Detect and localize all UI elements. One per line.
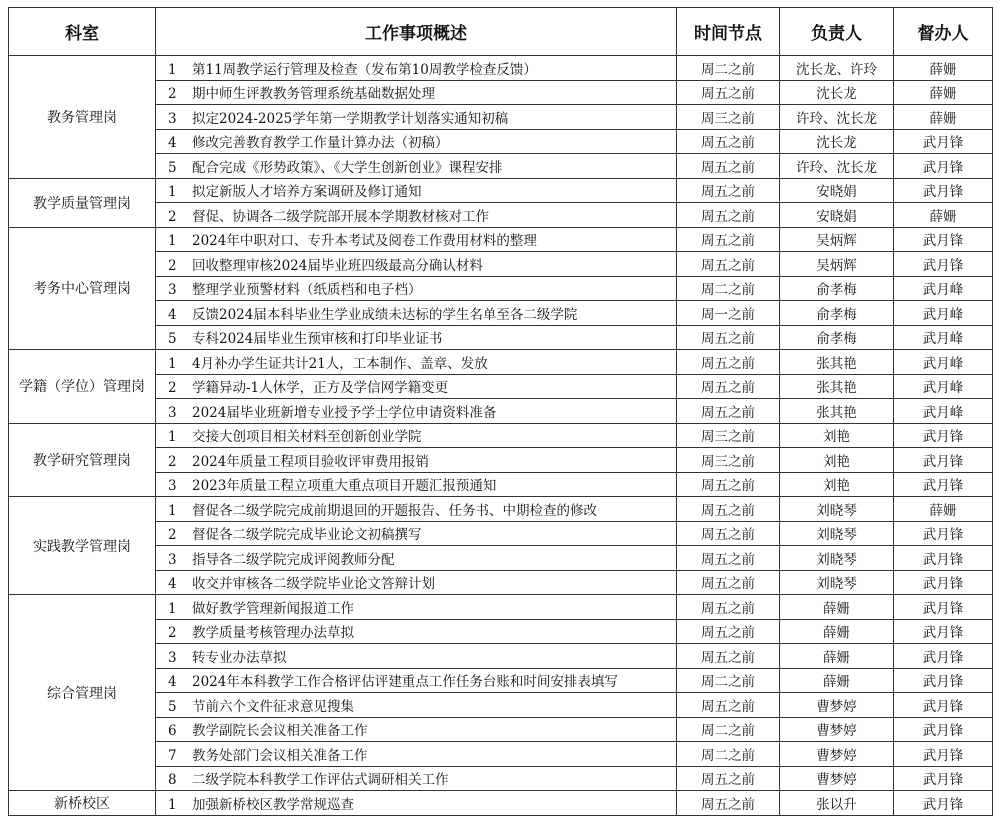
owner-cell: 许玲、沈长龙 [780,154,894,179]
table-row [9,668,993,693]
time-cell: 周一之前 [677,301,780,326]
owner-cell: 沈长龙 [780,80,894,105]
time-cell: 周五之前 [677,374,780,399]
table-row [9,276,993,301]
time-cell: 周五之前 [677,766,780,791]
table-row [9,766,993,791]
time-cell: 周五之前 [677,350,780,375]
time-cell: 周五之前 [677,521,780,546]
table-row [9,252,993,277]
owner-cell: 刘晓琴 [780,521,894,546]
item-number: 2 [168,527,177,544]
item-number: 3 [168,478,177,495]
desc-cell [156,521,677,546]
supervisor-cell: 武月锋 [894,252,993,277]
table-row [9,105,993,130]
desc-cell [156,644,677,669]
desc-cell [156,350,677,375]
owner-cell: 许玲、沈长龙 [780,105,894,130]
owner-cell: 曹梦婷 [780,693,894,718]
item-number: 2 [168,257,177,274]
time-cell: 周五之前 [677,80,780,105]
item-number: 3 [168,404,177,421]
item-number: 1 [168,233,177,250]
item-number: 2 [168,380,177,397]
dept-cell: 新桥校区 [9,791,156,816]
table-row [9,203,993,228]
item-number: 1 [168,600,177,617]
item-number: 2 [168,86,177,103]
time-cell: 周二之前 [677,742,780,767]
desc-cell [156,227,677,252]
desc-cell [156,742,677,767]
item-number: 8 [168,772,177,789]
supervisor-cell: 武月锋 [894,472,993,497]
owner-cell: 俞孝梅 [780,325,894,350]
desc-cell [156,105,677,130]
time-cell: 周五之前 [677,791,780,816]
table-row [9,546,993,571]
table-row [9,129,993,154]
desc-cell [156,448,677,473]
item-number: 4 [168,306,177,323]
table-row [9,350,993,375]
owner-cell: 张以升 [780,791,894,816]
owner-cell: 刘晓琴 [780,497,894,522]
desc-cell [156,497,677,522]
owner-cell: 刘艳 [780,423,894,448]
time-cell: 周五之前 [677,154,780,179]
supervisor-cell: 武月锋 [894,546,993,571]
desc-cell [156,766,677,791]
owner-cell: 沈长龙 [780,129,894,154]
item-description: 做好教学管理新闻报道工作 [192,600,354,617]
header-supervisor: 督办人 [894,8,993,56]
dept-cell: 教务管理岗 [9,56,156,179]
desc-cell [156,56,677,81]
owner-cell: 刘艳 [780,472,894,497]
item-description: 节前六个文件征求意见搜集 [192,698,354,715]
desc-cell [156,252,677,277]
desc-cell [156,570,677,595]
header-time: 时间节点 [677,8,780,56]
item-description: 学籍异动-1人休学，正方及学信网学籍变更 [192,380,449,397]
item-description: 加强新桥校区教学常规巡查 [192,796,354,813]
supervisor-cell: 武月峰 [894,276,993,301]
table-row [9,717,993,742]
table-row [9,301,993,326]
owner-cell: 俞孝梅 [780,301,894,326]
item-description: 2024年本科教学工作合格评估评建重点工作任务台账和时间安排表填写 [192,674,618,691]
supervisor-cell: 武月锋 [894,423,993,448]
owner-cell: 刘晓琴 [780,546,894,571]
item-number: 2 [168,208,177,225]
item-description: 教学质量考核管理办法草拟 [192,625,354,642]
time-cell: 周五之前 [677,472,780,497]
item-description: 教务处部门会议相关准备工作 [192,747,368,764]
item-number: 1 [168,61,177,78]
supervisor-cell: 武月锋 [894,129,993,154]
item-number: 2 [168,625,177,642]
owner-cell: 吴炳辉 [780,227,894,252]
time-cell: 周五之前 [677,252,780,277]
supervisor-cell: 武月锋 [894,644,993,669]
item-description: 2024年质量工程项目验收评审费用报销 [192,453,429,470]
time-cell: 周五之前 [677,619,780,644]
table-row [9,472,993,497]
time-cell: 周五之前 [677,203,780,228]
item-number: 1 [168,355,177,372]
table-row [9,693,993,718]
table-row [9,399,993,424]
time-cell: 周三之前 [677,423,780,448]
item-description: 配合完成《形势政策》、《大学生创新创业》课程安排 [192,159,503,176]
item-description: 期中师生评教教务管理系统基础数据处理 [192,86,435,103]
time-cell: 周二之前 [677,276,780,301]
item-number: 4 [168,576,177,593]
table-row [9,80,993,105]
item-description: 拟定新版人才培养方案调研及修订通知 [192,184,422,201]
supervisor-cell: 武月锋 [894,791,993,816]
item-number: 1 [168,796,177,813]
item-description: 4月补办学生证共计21人，工本制作、盖章、发放 [192,355,488,372]
item-number: 1 [168,429,177,446]
owner-cell: 张其艳 [780,399,894,424]
time-cell: 周五之前 [677,497,780,522]
owner-cell: 刘艳 [780,448,894,473]
table-row [9,154,993,179]
work-schedule-table [8,7,993,816]
item-description: 指导各二级学院完成评阅教师分配 [192,551,395,568]
item-description: 回收整理审核2024届毕业班四级最高分确认材料 [192,257,483,274]
dept-cell: 学籍（学位）管理岗 [9,350,156,424]
supervisor-cell: 武月锋 [894,154,993,179]
table-row [9,521,993,546]
dept-cell: 综合管理岗 [9,595,156,791]
item-number: 2 [168,453,177,470]
time-cell: 周五之前 [677,570,780,595]
supervisor-cell: 武月峰 [894,301,993,326]
supervisor-cell: 武月锋 [894,178,993,203]
item-description: 专科2024届毕业生预审核和打印毕业证书 [192,331,443,348]
supervisor-cell: 武月锋 [894,521,993,546]
supervisor-cell: 武月锋 [894,693,993,718]
table-row [9,374,993,399]
time-cell: 周五之前 [677,546,780,571]
item-description: 二级学院本科教学工作评估式调研相关工作 [192,772,449,789]
header-desc: 工作事项概述 [156,8,677,56]
table-row [9,56,993,81]
table-row [9,423,993,448]
item-number: 6 [168,723,177,740]
supervisor-cell: 武月锋 [894,595,993,620]
desc-cell [156,619,677,644]
item-number: 3 [168,551,177,568]
item-description: 转专业办法草拟 [192,649,287,666]
item-number: 3 [168,649,177,666]
table-row [9,227,993,252]
item-number: 1 [168,184,177,201]
desc-cell [156,668,677,693]
dept-cell: 实践教学管理岗 [9,497,156,595]
time-cell: 周五之前 [677,693,780,718]
item-number: 5 [168,159,177,176]
item-description: 收交并审核各二级学院毕业论文答辩计划 [192,576,435,593]
supervisor-cell: 薛姗 [894,105,993,130]
time-cell: 周五之前 [677,129,780,154]
supervisor-cell: 薛姗 [894,80,993,105]
owner-cell: 张其艳 [780,374,894,399]
dept-cell: 教学研究管理岗 [9,423,156,497]
item-number: 7 [168,747,177,764]
supervisor-cell: 薛姗 [894,203,993,228]
desc-cell [156,693,677,718]
time-cell: 周五之前 [677,399,780,424]
item-description: 2023年质量工程立项重大重点项目开题汇报预通知 [192,478,497,495]
supervisor-cell: 武月锋 [894,766,993,791]
table-row [9,791,993,816]
item-number: 5 [168,698,177,715]
supervisor-cell: 武月峰 [894,399,993,424]
header-owner: 负责人 [780,8,894,56]
item-number: 5 [168,331,177,348]
item-description: 拟定2024-2025学年第一学期教学计划落实通知初稿 [192,110,509,127]
desc-cell [156,399,677,424]
item-description: 2024年中职对口、专升本考试及阅卷工作费用材料的整理 [192,233,537,250]
table-row [9,570,993,595]
time-cell: 周五之前 [677,644,780,669]
desc-cell [156,178,677,203]
desc-cell [156,472,677,497]
time-cell: 周五之前 [677,325,780,350]
supervisor-cell: 武月锋 [894,742,993,767]
owner-cell: 薛姗 [780,644,894,669]
item-number: 3 [168,282,177,299]
desc-cell [156,374,677,399]
item-description: 第11周教学运行管理及检查（发布第10周教学检查反馈） [192,61,537,78]
time-cell: 周二之前 [677,668,780,693]
table-row [9,497,993,522]
time-cell: 周五之前 [677,227,780,252]
desc-cell [156,276,677,301]
owner-cell: 沈长龙、许玲 [780,56,894,81]
supervisor-cell: 武月锋 [894,227,993,252]
time-cell: 周五之前 [677,178,780,203]
supervisor-cell: 武月锋 [894,448,993,473]
table-row [9,325,993,350]
owner-cell: 吴炳辉 [780,252,894,277]
dept-cell: 教学质量管理岗 [9,178,156,227]
supervisor-cell: 武月锋 [894,570,993,595]
item-description: 督促各二级学院完成毕业论文初稿撰写 [192,527,422,544]
table-row [9,742,993,767]
owner-cell: 刘晓琴 [780,570,894,595]
owner-cell: 安晓娟 [780,203,894,228]
desc-cell [156,791,677,816]
owner-cell: 曹梦婷 [780,766,894,791]
desc-cell [156,154,677,179]
desc-cell [156,203,677,228]
owner-cell: 曹梦婷 [780,717,894,742]
dept-cell: 考务中心管理岗 [9,227,156,350]
time-cell: 周二之前 [677,717,780,742]
owner-cell: 薛姗 [780,668,894,693]
desc-cell [156,129,677,154]
desc-cell [156,325,677,350]
supervisor-cell: 武月锋 [894,668,993,693]
owner-cell: 薛姗 [780,619,894,644]
item-description: 反馈2024届本科毕业生学业成绩未达标的学生名单至各二级学院 [192,306,578,323]
supervisor-cell: 武月锋 [894,619,993,644]
desc-cell [156,595,677,620]
supervisor-cell: 武月峰 [894,374,993,399]
time-cell: 周三之前 [677,448,780,473]
item-number: 4 [168,674,177,691]
owner-cell: 俞孝梅 [780,276,894,301]
supervisor-cell: 薛姗 [894,56,993,81]
item-number: 3 [168,110,177,127]
item-description: 2024届毕业班新增专业授予学士学位申请资料准备 [192,404,497,421]
item-number: 1 [168,502,177,519]
item-description: 督促各二级学院完成前期退回的开题报告、任务书、中期检查的修改 [192,502,597,519]
item-description: 整理学业预警材料（纸质档和电子档） [192,282,422,299]
header-row [9,8,993,56]
desc-cell [156,80,677,105]
item-description: 督促、协调各二级学院部开展本学期教材核对工作 [192,208,489,225]
table-row [9,448,993,473]
item-description: 修改完善教育教学工作量计算办法（初稿） [192,135,449,152]
item-description: 交接大创项目相关材料至创新创业学院 [192,429,422,446]
item-description: 教学副院长会议相关准备工作 [192,723,368,740]
supervisor-cell: 武月锋 [894,717,993,742]
time-cell: 周五之前 [677,595,780,620]
header-dept: 科室 [9,8,156,56]
item-number: 4 [168,135,177,152]
table-body [9,56,993,816]
desc-cell [156,423,677,448]
owner-cell: 安晓娟 [780,178,894,203]
table-row [9,595,993,620]
desc-cell [156,301,677,326]
desc-cell [156,546,677,571]
table-row [9,178,993,203]
table-row [9,644,993,669]
time-cell: 周三之前 [677,105,780,130]
supervisor-cell: 武月峰 [894,350,993,375]
desc-cell [156,717,677,742]
owner-cell: 薛姗 [780,595,894,620]
supervisor-cell: 武月峰 [894,325,993,350]
owner-cell: 张其艳 [780,350,894,375]
table-row [9,619,993,644]
time-cell: 周二之前 [677,56,780,81]
supervisor-cell: 薛姗 [894,497,993,522]
owner-cell: 曹梦婷 [780,742,894,767]
